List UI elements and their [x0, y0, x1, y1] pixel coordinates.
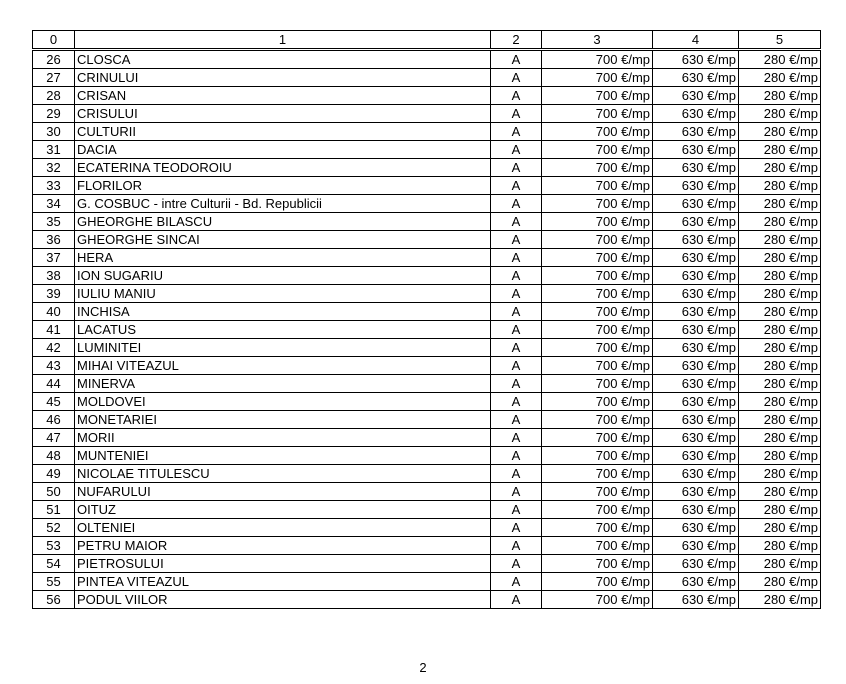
table-row [33, 591, 821, 609]
zone-code: A [491, 249, 542, 267]
table-row [33, 213, 821, 231]
row-number: 55 [33, 573, 75, 591]
zone-code: A [491, 519, 542, 537]
price-col-3: 700 €/mp [542, 501, 653, 519]
street-name: GHEORGHE BILASCU [75, 213, 491, 231]
price-col-3: 700 €/mp [542, 267, 653, 285]
row-number: 45 [33, 393, 75, 411]
row-number: 41 [33, 321, 75, 339]
street-name: ION SUGARIU [75, 267, 491, 285]
row-number: 39 [33, 285, 75, 303]
table-row [33, 50, 821, 69]
price-col-5: 280 €/mp [739, 519, 821, 537]
zone-code: A [491, 213, 542, 231]
street-name: CRISAN [75, 87, 491, 105]
street-name: NICOLAE TITULESCU [75, 465, 491, 483]
price-col-5: 280 €/mp [739, 285, 821, 303]
price-col-3: 700 €/mp [542, 465, 653, 483]
row-number: 31 [33, 141, 75, 159]
street-name: PIETROSULUI [75, 555, 491, 573]
price-col-5: 280 €/mp [739, 303, 821, 321]
street-price-table [32, 30, 821, 609]
street-name: INCHISA [75, 303, 491, 321]
table-row [33, 339, 821, 357]
price-col-5: 280 €/mp [739, 249, 821, 267]
table-row [33, 231, 821, 249]
price-col-5: 280 €/mp [739, 213, 821, 231]
zone-code: A [491, 375, 542, 393]
street-name: FLORILOR [75, 177, 491, 195]
zone-code: A [491, 195, 542, 213]
street-name: MIHAI VITEAZUL [75, 357, 491, 375]
zone-code: A [491, 447, 542, 465]
price-col-5: 280 €/mp [739, 105, 821, 123]
table-row [33, 249, 821, 267]
street-name: CRINULUI [75, 69, 491, 87]
price-col-4: 630 €/mp [653, 267, 739, 285]
price-col-3: 700 €/mp [542, 339, 653, 357]
price-col-5: 280 €/mp [739, 267, 821, 285]
price-col-5: 280 €/mp [739, 141, 821, 159]
zone-code: A [491, 429, 542, 447]
price-col-3: 700 €/mp [542, 303, 653, 321]
price-col-4: 630 €/mp [653, 537, 739, 555]
price-col-3: 700 €/mp [542, 429, 653, 447]
zone-code: A [491, 465, 542, 483]
zone-code: A [491, 267, 542, 285]
price-col-3: 700 €/mp [542, 177, 653, 195]
price-col-5: 280 €/mp [739, 177, 821, 195]
price-col-3: 700 €/mp [542, 249, 653, 267]
header-col-0: 0 [33, 31, 75, 50]
table-row [33, 321, 821, 339]
header-col-2: 2 [491, 31, 542, 50]
street-name: DACIA [75, 141, 491, 159]
price-col-4: 630 €/mp [653, 177, 739, 195]
price-col-3: 700 €/mp [542, 321, 653, 339]
row-number: 53 [33, 537, 75, 555]
zone-code: A [491, 339, 542, 357]
street-name: MORII [75, 429, 491, 447]
street-name: PODUL VIILOR [75, 591, 491, 609]
price-col-3: 700 €/mp [542, 231, 653, 249]
row-number: 46 [33, 411, 75, 429]
zone-code: A [491, 69, 542, 87]
price-col-3: 700 €/mp [542, 50, 653, 69]
table-row [33, 123, 821, 141]
street-name: MINERVA [75, 375, 491, 393]
price-col-5: 280 €/mp [739, 339, 821, 357]
table-row [33, 501, 821, 519]
zone-code: A [491, 231, 542, 249]
row-number: 27 [33, 69, 75, 87]
row-number: 28 [33, 87, 75, 105]
zone-code: A [491, 357, 542, 375]
price-col-3: 700 €/mp [542, 213, 653, 231]
price-col-3: 700 €/mp [542, 159, 653, 177]
street-name: HERA [75, 249, 491, 267]
price-col-5: 280 €/mp [739, 231, 821, 249]
row-number: 54 [33, 555, 75, 573]
header-col-1: 1 [75, 31, 491, 50]
table-row [33, 483, 821, 501]
street-name: PETRU MAIOR [75, 537, 491, 555]
row-number: 35 [33, 213, 75, 231]
price-col-4: 630 €/mp [653, 249, 739, 267]
row-number: 29 [33, 105, 75, 123]
price-col-3: 700 €/mp [542, 285, 653, 303]
zone-code: A [491, 591, 542, 609]
table-row [33, 159, 821, 177]
header-col-5: 5 [739, 31, 821, 50]
price-col-4: 630 €/mp [653, 501, 739, 519]
price-col-5: 280 €/mp [739, 429, 821, 447]
price-col-3: 700 €/mp [542, 519, 653, 537]
price-col-5: 280 €/mp [739, 393, 821, 411]
table-row [33, 267, 821, 285]
price-col-4: 630 €/mp [653, 213, 739, 231]
street-name: OITUZ [75, 501, 491, 519]
table-body [33, 50, 821, 609]
zone-code: A [491, 123, 542, 141]
price-col-4: 630 €/mp [653, 339, 739, 357]
price-col-5: 280 €/mp [739, 591, 821, 609]
price-col-4: 630 €/mp [653, 123, 739, 141]
price-col-3: 700 €/mp [542, 555, 653, 573]
price-col-4: 630 €/mp [653, 555, 739, 573]
price-col-4: 630 €/mp [653, 195, 739, 213]
street-name: G. COSBUC - intre Culturii - Bd. Republicii [75, 195, 491, 213]
header-row [33, 31, 821, 50]
street-name: MONETARIEI [75, 411, 491, 429]
price-col-4: 630 €/mp [653, 321, 739, 339]
table-row [33, 429, 821, 447]
price-col-5: 280 €/mp [739, 483, 821, 501]
row-number: 49 [33, 465, 75, 483]
price-col-3: 700 €/mp [542, 123, 653, 141]
price-col-3: 700 €/mp [542, 411, 653, 429]
price-col-5: 280 €/mp [739, 555, 821, 573]
price-col-3: 700 €/mp [542, 591, 653, 609]
table-row [33, 285, 821, 303]
price-col-3: 700 €/mp [542, 141, 653, 159]
street-name: GHEORGHE SINCAI [75, 231, 491, 249]
zone-code: A [491, 483, 542, 501]
table-row [33, 537, 821, 555]
street-name: LUMINITEI [75, 339, 491, 357]
row-number: 33 [33, 177, 75, 195]
price-col-4: 630 €/mp [653, 87, 739, 105]
price-col-4: 630 €/mp [653, 285, 739, 303]
price-col-5: 280 €/mp [739, 69, 821, 87]
price-col-4: 630 €/mp [653, 303, 739, 321]
table-row [33, 375, 821, 393]
row-number: 32 [33, 159, 75, 177]
street-name: LACATUS [75, 321, 491, 339]
price-col-5: 280 €/mp [739, 159, 821, 177]
zone-code: A [491, 159, 542, 177]
price-col-5: 280 €/mp [739, 321, 821, 339]
row-number: 36 [33, 231, 75, 249]
price-col-5: 280 €/mp [739, 50, 821, 69]
street-name: CRISULUI [75, 105, 491, 123]
row-number: 38 [33, 267, 75, 285]
row-number: 43 [33, 357, 75, 375]
zone-code: A [491, 87, 542, 105]
row-number: 52 [33, 519, 75, 537]
zone-code: A [491, 411, 542, 429]
table-row [33, 447, 821, 465]
zone-code: A [491, 141, 542, 159]
price-col-3: 700 €/mp [542, 195, 653, 213]
row-number: 48 [33, 447, 75, 465]
street-name: CULTURII [75, 123, 491, 141]
price-col-5: 280 €/mp [739, 123, 821, 141]
price-col-5: 280 €/mp [739, 537, 821, 555]
price-col-4: 630 €/mp [653, 411, 739, 429]
price-col-5: 280 €/mp [739, 465, 821, 483]
row-number: 44 [33, 375, 75, 393]
price-col-4: 630 €/mp [653, 483, 739, 501]
zone-code: A [491, 555, 542, 573]
row-number: 30 [33, 123, 75, 141]
table-row [33, 105, 821, 123]
price-col-4: 630 €/mp [653, 465, 739, 483]
price-col-3: 700 €/mp [542, 447, 653, 465]
zone-code: A [491, 501, 542, 519]
table-row [33, 465, 821, 483]
header-col-3: 3 [542, 31, 653, 50]
price-col-4: 630 €/mp [653, 429, 739, 447]
table-row [33, 519, 821, 537]
row-number: 50 [33, 483, 75, 501]
street-name: ECATERINA TEODOROIU [75, 159, 491, 177]
price-col-3: 700 €/mp [542, 375, 653, 393]
price-col-5: 280 €/mp [739, 411, 821, 429]
row-number: 56 [33, 591, 75, 609]
row-number: 37 [33, 249, 75, 267]
table-row [33, 411, 821, 429]
table-row [33, 87, 821, 105]
price-col-5: 280 €/mp [739, 357, 821, 375]
price-col-4: 630 €/mp [653, 50, 739, 69]
zone-code: A [491, 177, 542, 195]
table-row [33, 195, 821, 213]
zone-code: A [491, 105, 542, 123]
price-col-4: 630 €/mp [653, 519, 739, 537]
street-name: PINTEA VITEAZUL [75, 573, 491, 591]
price-col-5: 280 €/mp [739, 375, 821, 393]
street-name: NUFARULUI [75, 483, 491, 501]
price-col-3: 700 €/mp [542, 483, 653, 501]
price-col-3: 700 €/mp [542, 537, 653, 555]
row-number: 47 [33, 429, 75, 447]
header-col-4: 4 [653, 31, 739, 50]
price-col-4: 630 €/mp [653, 357, 739, 375]
zone-code: A [491, 573, 542, 591]
zone-code: A [491, 303, 542, 321]
page-number: 2 [419, 660, 427, 675]
table-row [33, 303, 821, 321]
street-name: MUNTENIEI [75, 447, 491, 465]
row-number: 40 [33, 303, 75, 321]
price-col-3: 700 €/mp [542, 87, 653, 105]
price-col-5: 280 €/mp [739, 501, 821, 519]
price-col-4: 630 €/mp [653, 375, 739, 393]
price-col-5: 280 €/mp [739, 573, 821, 591]
row-number: 26 [33, 50, 75, 69]
price-col-3: 700 €/mp [542, 105, 653, 123]
price-col-4: 630 €/mp [653, 159, 739, 177]
price-col-4: 630 €/mp [653, 69, 739, 87]
zone-code: A [491, 537, 542, 555]
zone-code: A [491, 321, 542, 339]
street-name: CLOSCA [75, 50, 491, 69]
price-col-3: 700 €/mp [542, 69, 653, 87]
table-row [33, 69, 821, 87]
price-col-5: 280 €/mp [739, 87, 821, 105]
price-col-3: 700 €/mp [542, 357, 653, 375]
street-name: IULIU MANIU [75, 285, 491, 303]
table-row [33, 573, 821, 591]
street-name: MOLDOVEI [75, 393, 491, 411]
zone-code: A [491, 285, 542, 303]
price-col-4: 630 €/mp [653, 591, 739, 609]
table-header [33, 31, 821, 50]
table-row [33, 555, 821, 573]
price-col-4: 630 €/mp [653, 141, 739, 159]
table-row [33, 177, 821, 195]
table-row [33, 357, 821, 375]
price-col-4: 630 €/mp [653, 447, 739, 465]
table-row [33, 141, 821, 159]
row-number: 34 [33, 195, 75, 213]
table-row [33, 393, 821, 411]
price-col-4: 630 €/mp [653, 231, 739, 249]
row-number: 42 [33, 339, 75, 357]
price-col-5: 280 €/mp [739, 447, 821, 465]
price-col-4: 630 €/mp [653, 393, 739, 411]
price-col-5: 280 €/mp [739, 195, 821, 213]
price-col-4: 630 €/mp [653, 105, 739, 123]
zone-code: A [491, 393, 542, 411]
price-col-4: 630 €/mp [653, 573, 739, 591]
row-number: 51 [33, 501, 75, 519]
zone-code: A [491, 50, 542, 69]
price-col-3: 700 €/mp [542, 393, 653, 411]
street-name: OLTENIEI [75, 519, 491, 537]
price-col-3: 700 €/mp [542, 573, 653, 591]
